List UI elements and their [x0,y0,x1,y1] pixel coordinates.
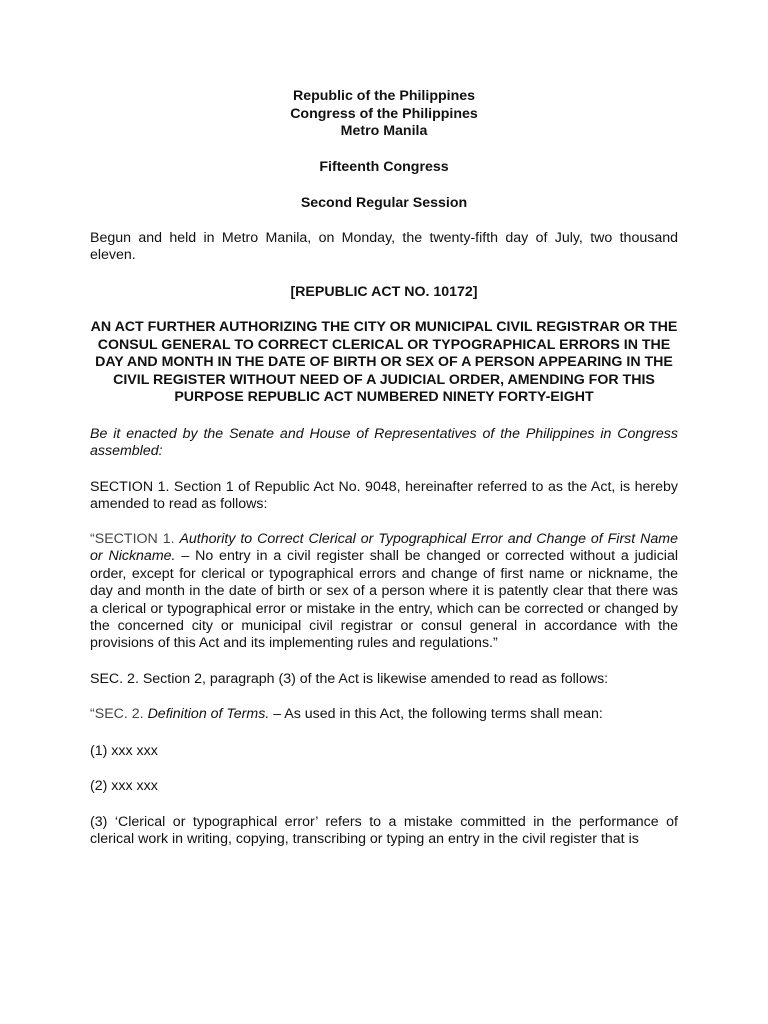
document-page [90,88,678,849]
section-2-quote-body: – As used in this Act, the following terms shall mean: [269,706,603,723]
republic-act-number: [REPUBLIC ACT NO. 10172] [290,283,478,300]
definition-item-1: (1) xxx xxx [90,742,158,759]
congress-number: Fifteenth Congress [319,158,449,175]
definition-item-3: (3) ‘Clerical or typographical error’ refers to a mistake committed in the performance of clerical work in writing, copying, transcribing or typing an entry in the civil register that is [90,813,678,848]
section-1-intro: SECTION 1. Section 1 of Republic Act No. 9048, hereinafter referred to as the Act, is hereby amended to read as follows: [90,478,678,513]
document-header [90,88,678,141]
section-1-quote-prefix: “SECTION 1. [90,530,180,547]
section-2-quote-prefix: “SEC. 2. [90,706,148,723]
header-congress-name: Congress of the Philippines [290,105,478,122]
header-location: Metro Manila [340,123,428,139]
section-1-quote-heading: Authority to Correct Clerical or Typographical Error and Change of First Name or Nickname. [90,530,678,565]
section-1-quote-body: – No entry in a civil register shall be changed or corrected without a judicial order, except for clerical or typographical errors and change of first name or nickname, the day and month in the date of birth or sex of a person where it is patently clear that there was a clerical or typographical error or mistake in the entry, which can be corrected or changed by the concerned city or municipal civil registrar or consul general in accordance with the provisions of this Act and its implementing rules and regulations.” [90,548,678,652]
section-2-quote [90,706,678,724]
definition-item-2: (2) xxx xxx [90,778,158,795]
act-title: AN ACT FURTHER AUTHORIZING THE CITY OR MUNICIPAL CIVIL REGISTRAR OR THE CONSUL GENERAL TO CORRECT CLERICAL OR TYPOGRAPHICAL ERRORS IN THE DAY AND MONTH IN THE DATE OF BIRTH OR SEX OF A PERSON APPEARING IN THE CIVIL REGISTER WITHOUT NEED OF A JUDICIAL ORDER, AMENDING FOR THIS PURPOSE REPUBLIC ACT NUMBERED NINETY FORTY-EIGHT [90,319,678,406]
session-title: Second Regular Session [300,195,468,211]
section-2-quote-heading: Definition of Terms. [147,706,270,723]
header-republic: Republic of the Philippines [292,88,476,104]
enacting-clause: Be it enacted by the Senate and House of Representatives of the Philippines in Congress assembled: [90,425,678,460]
begun-statement: Begun and held in Metro Manila, on Monday, the twenty-fifth day of July, two thousand eleven. [90,229,678,263]
section-1-quote [90,531,678,653]
section-2-intro: SEC. 2. Section 2, paragraph (3) of the Act is likewise amended to read as follows: [90,670,609,687]
